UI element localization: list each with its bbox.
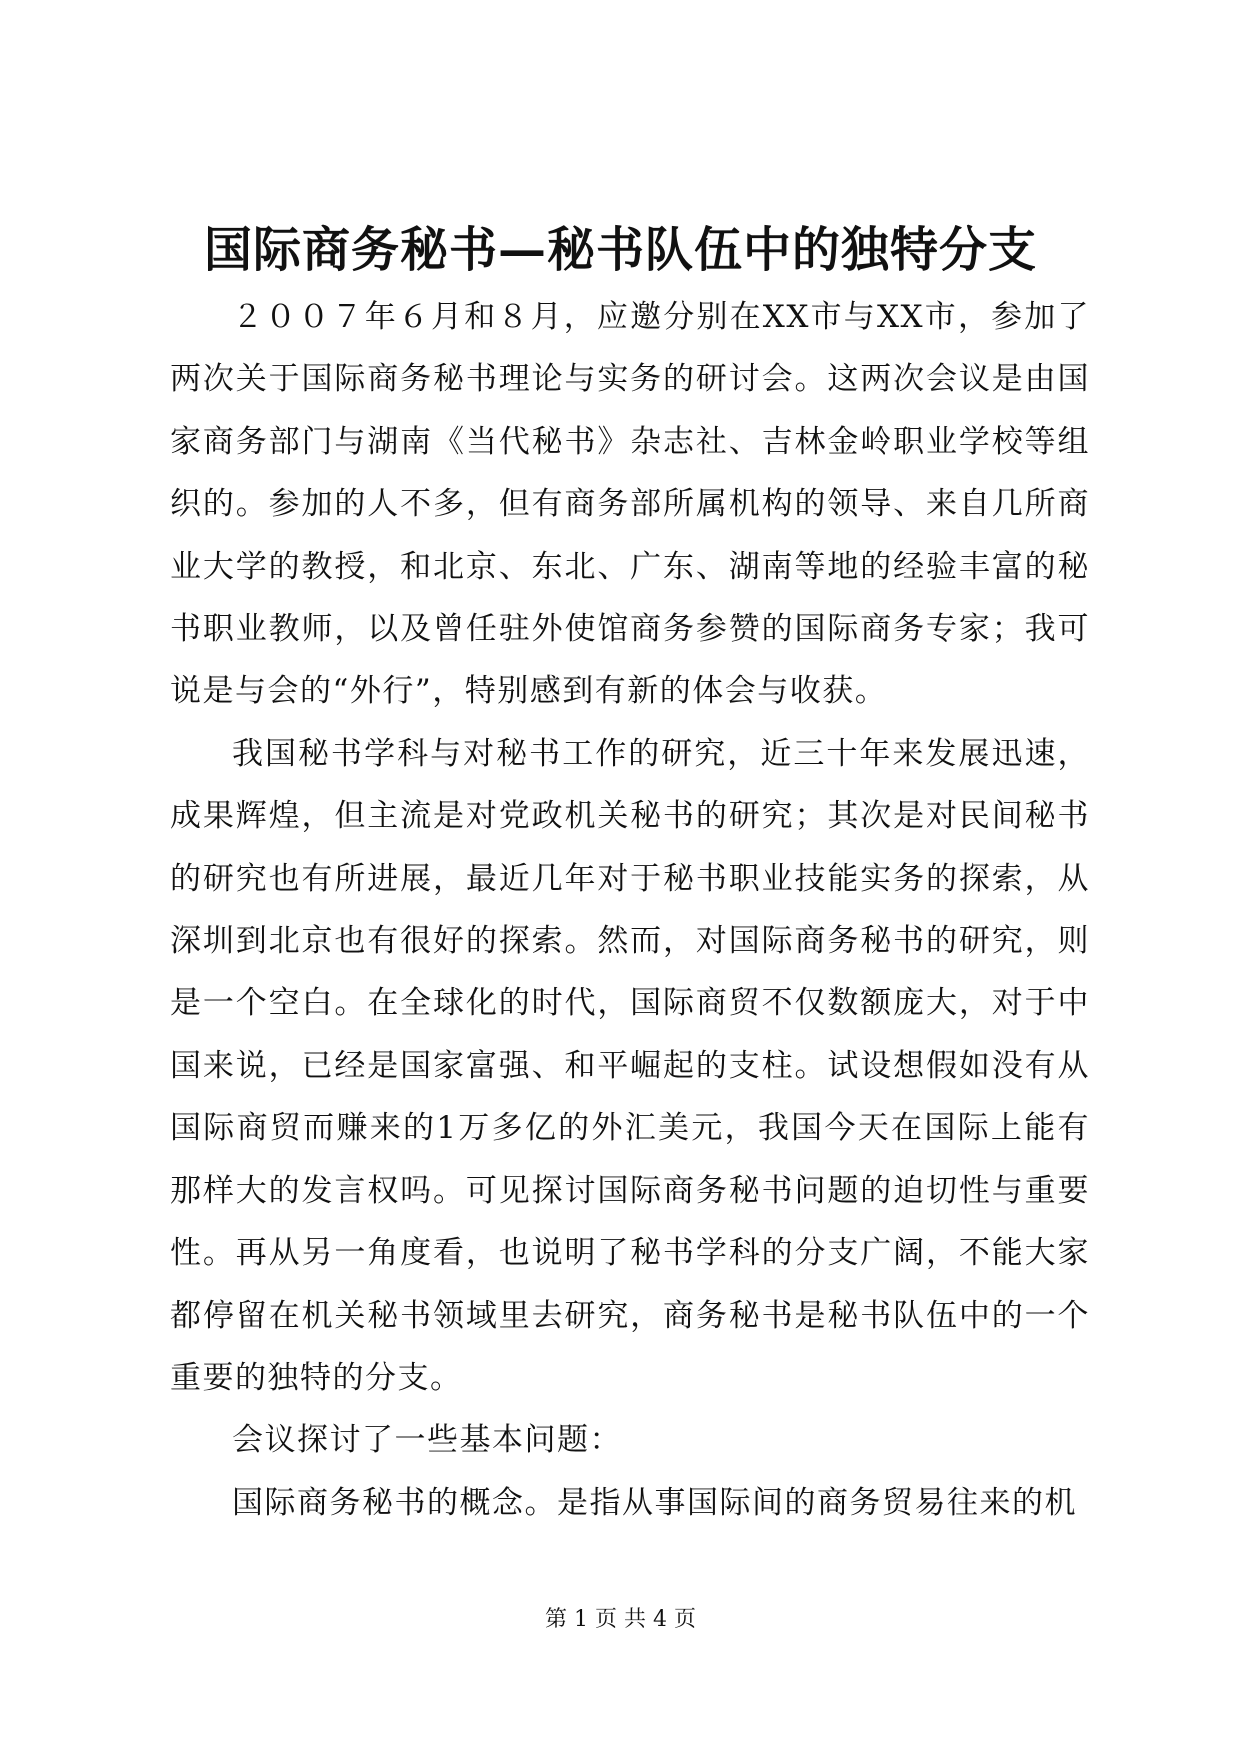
paragraph-1: ２００７年６月和８月，应邀分别在XX市与XX市，参加了两次关于国际商务秘书理论与实务的研讨会。这两次会议是由国家商务部门与湖南《当代秘书》杂志社、吉林金岭职业学校等组织的。参加的人不多，但有商务部所属机构的领导、来自几所商业大学的教授，和北京、东北、广东、湖南等地的经验丰富的秘书职业教师，以及曾任驻外使馆商务参赞的国际商务专家；我可说是与会的“外行”，特别感到有新的体会与收获。 [170, 299, 1090, 710]
paragraph-3: 会议探讨了一些基本问题： [232, 1422, 622, 1459]
page-number-footer: 第 1 页 共 4 页 [545, 1607, 696, 1632]
document-title: 国际商务秘书—秘书队伍中的独特分支 [203, 222, 1037, 278]
document-body [170, 286, 1090, 1534]
paragraph-2: 我国秘书学科与对秘书工作的研究，近三十年来发展迅速，成果辉煌，但主流是对党政机关秘书的研究；其次是对民间秘书的研究也有所进展，最近几年对于秘书职业技能实务的探索，从深圳到北京也有很好的探索。然而，对国际商务秘书的研究，则是一个空白。在全球化的时代，国际商贸不仅数额庞大，对于中国来说，已经是国家富强、和平崛起的支柱。试设想假如没有从国际商贸而赚来的1万多亿的外汇美元，我国今天在国际上能有那样大的发言权吗。可见探讨国际商务秘书问题的迫切性与重要性。再从另一角度看，也说明了秘书学科的分支广阔，不能大家都停留在机关秘书领域里去研究，商务秘书是秘书队伍中的一个重要的独特的分支。 [170, 735, 1090, 1396]
paragraph-4: 国际商务秘书的概念。是指从事国际间的商务贸易往来的机 [232, 1484, 1077, 1521]
